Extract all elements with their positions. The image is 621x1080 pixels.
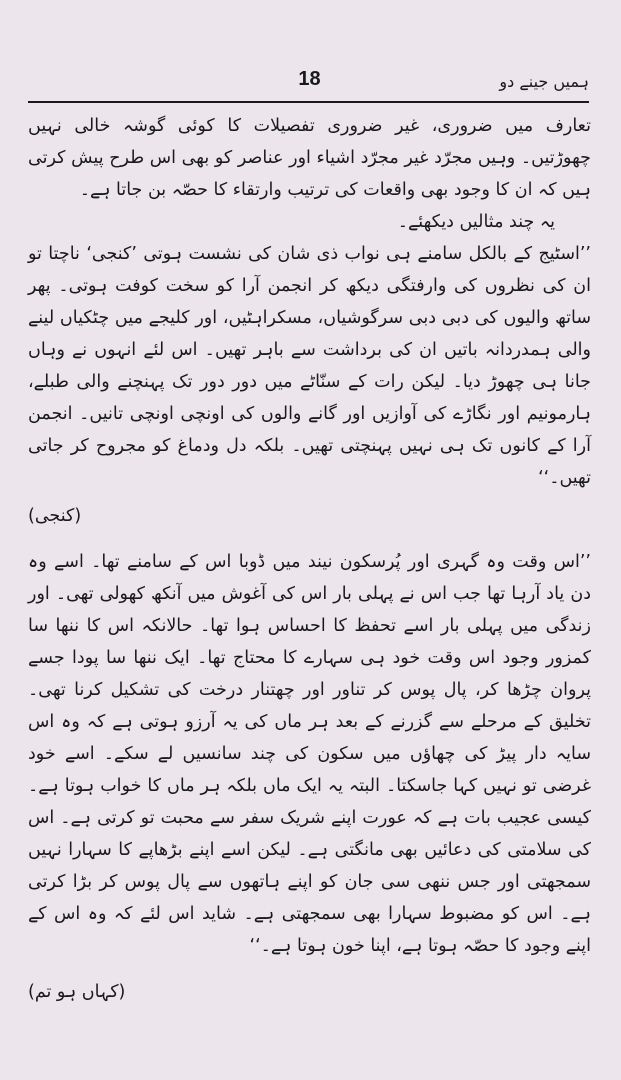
- running-title: ہمیں جینے دو: [499, 72, 589, 91]
- page-body: [28, 110, 591, 1022]
- page-header: [30, 68, 589, 98]
- paragraph-intro: تعارف میں ضروری، غیر ضروری تفصیلات کا کوئی گوشہ خالی نہیں چھوڑتیں۔ وہیں مجرّد غیر مجرّد اشیاء اور عناصر کو بھی اس طرح پیش کرتی ہیں کہ ان کا وجود بھی واقعات کی ترتیب وارتقاء کا حصّہ بن جاتا ہے۔: [28, 116, 591, 200]
- header-rule: [28, 101, 589, 103]
- quote-kunji: ’’اسٹیج کے بالکل سامنے ہی نواب ذی شان کی نشست ہوتی ’کنجی‘ ناچتا تو ان کی نظروں کی وارفتگی دیکھ کر انجمن آرا کو سخت کوفت ہوتی۔ پھر ساتھ والیوں کی دبی دبی سرگوشیاں، مسکراہٹیں، اور کلیجے میں چٹکیاں لینے والی ہمدردانہ باتیں ان کی برداشت سے باہر تھیں۔ اس لئے انہوں نے وہاں جانا ہی چھوڑ دیا۔ لیکن رات کے سنّاٹے میں دور دور تک پہنچنے والی طبلے، ہارمونیم اور نگاڑے کی آوازیں اور گانے والوں کی اونچی اونچی تانیں۔ انجمن آرا کے کانوں تک ہی نہیں پہنچتی تھیں۔ بلکہ دل ودماغ کو مجروح کر جاتی تھیں۔‘‘: [28, 244, 591, 488]
- attribution-kahan-ho-tum: (کہاں ہو تم): [28, 982, 126, 1002]
- paragraph-examples-lead: یہ چند مثالیں دیکھئے۔: [397, 212, 555, 232]
- page-number: 18: [298, 68, 321, 90]
- attribution-kunji: (کنجی): [28, 506, 82, 526]
- quote-kahan-ho-tum: ’’اس وقت وہ گہری اور پُرسکون نیند میں ڈوبا اس کے سامنے تھا۔ اسے وہ دن یاد آرہا تھا جب اس نے پہلی بار اس کی آغوش میں آنکھ کھولی تھی۔ اور زندگی میں پہلی بار اسے تحفظ کا احساس ہوا تھا۔ حالانکہ اس کا ننھا سا کمزور وجود اس وقت خود ہی سہارے کا محتاج تھا۔ ایک ننھا سا پودا جسے پروان چڑھا کر، پال پوس کر تناور اور چھتنار درخت کی تشکیل کرنا تھی۔ تخلیق کے مرحلے سے گزرنے کے بعد ہر ماں کی یہ آرزو ہوتی ہے کہ وہ اس سایہ دار پیڑ کی چھاؤں میں سکون کی چند سانسیں لے سکے۔ اسے خود غرضی تو نہیں کہا جاسکتا۔ البتہ یہ ایک ماں بلکہ ہر ماں کا خواب ہوتا ہے۔ کیسی عجیب بات ہے کہ عورت اپنے شریک سفر سے محبت تو کرتی ہے۔ اس کی سلامتی کی دعائیں بھی مانگتی ہے۔ لیکن اسے اپنے بڑھاپے کا سہارا نہیں سمجھتی اور جس ننھی سی جان کو اپنے ہاتھوں سے پال پوس کر بڑا کرتی ہے۔ اس کو مضبوط سہارا بھی سمجھتی ہے۔ شاید اس لئے کہ وہ اس کے اپنے وجود کا حصّہ ہوتا ہے، اپنا خون ہوتا ہے۔‘‘: [28, 552, 591, 956]
